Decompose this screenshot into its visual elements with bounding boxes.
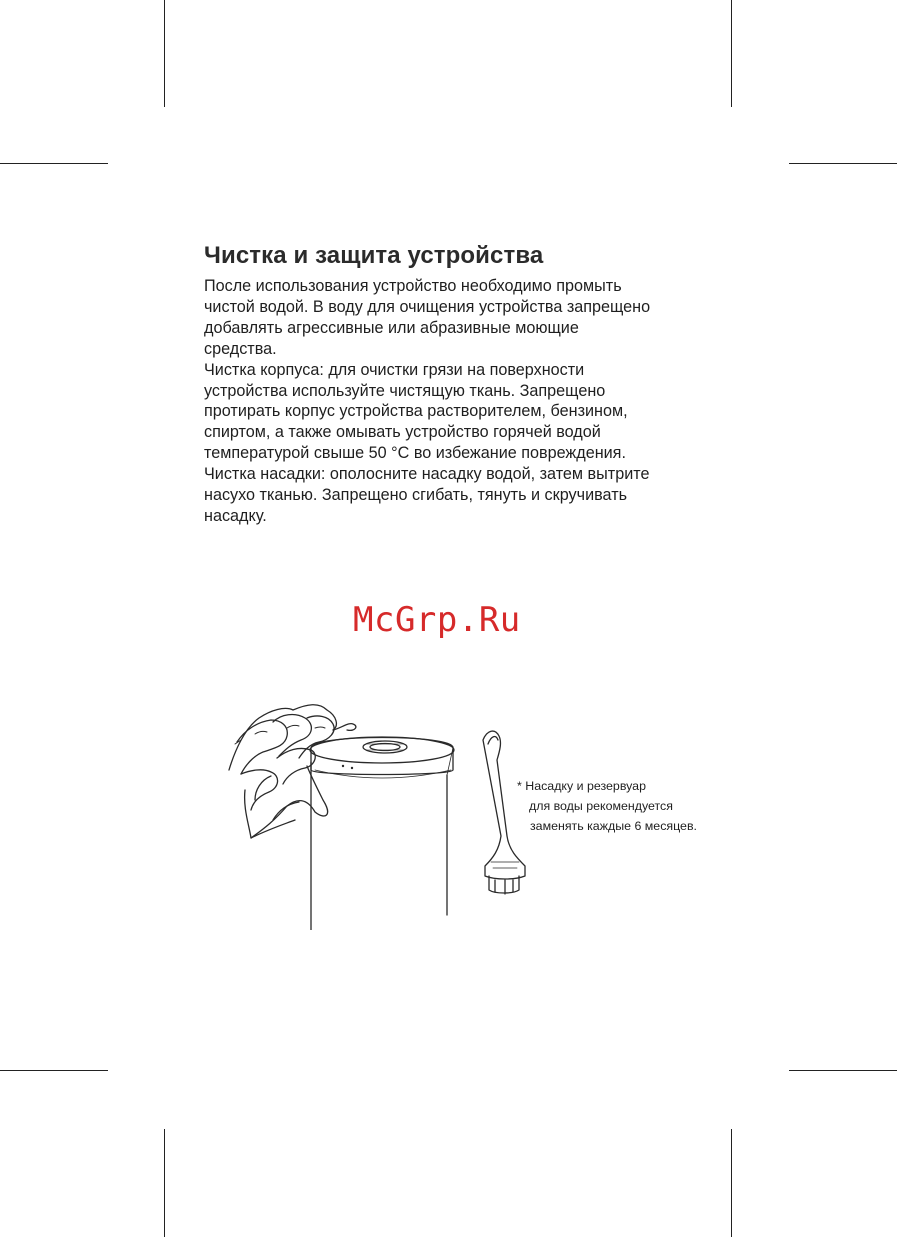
crop-mark-top-left-vertical (164, 0, 165, 107)
crop-mark-bottom-left-vertical (164, 1129, 165, 1237)
crop-mark-bottom-right-horizontal (789, 1070, 897, 1071)
body-line: насухо тканью. Запрещено сгибать, тянуть и скручивать (204, 486, 628, 505)
crop-mark-top-left-horizontal (0, 163, 108, 164)
device-body-icon (310, 737, 454, 930)
body-line: добавлять агрессивные или абразивные моющие (204, 318, 579, 337)
body-line: температурой свыше 50 °С во избежание повреждения. (204, 444, 626, 463)
crop-mark-bottom-right-vertical (731, 1129, 732, 1237)
crop-mark-bottom-left-horizontal (0, 1070, 108, 1071)
note-line: * Насадку и резервуар (517, 779, 646, 793)
body-line: протирать корпус устройства растворителем, бензином, (204, 402, 628, 421)
body-line: Чистка корпуса: для очистки грязи на поверхности (204, 360, 585, 379)
hand-with-cloth-icon (229, 705, 356, 838)
body-line: После использования устройство необходимо промыть (204, 277, 622, 295)
replacement-note (517, 776, 697, 836)
body-line: насадку. (204, 506, 267, 525)
note-line: для воды рекомендуется (529, 799, 673, 813)
section-title: Чистка и защита устройства (204, 242, 544, 269)
cleaning-illustration (215, 680, 535, 930)
crop-mark-top-right-vertical (731, 0, 732, 107)
body-line: устройства используйте чистящую ткань. Запрещено (204, 381, 606, 400)
section-body (204, 276, 704, 527)
note-line: заменять каждые 6 месяцев. (530, 819, 697, 833)
crop-mark-top-right-horizontal (789, 163, 897, 164)
body-line: спиртом, а также омывать устройство горячей водой (204, 423, 601, 442)
body-line: чистой водой. В воду для очищения устройства запрещено (204, 297, 651, 316)
watermark-logo: McGrp.Ru (353, 600, 521, 640)
body-line: средства. (204, 339, 277, 358)
body-line: Чистка насадки: ополосните насадку водой, затем вытрите (204, 465, 650, 484)
